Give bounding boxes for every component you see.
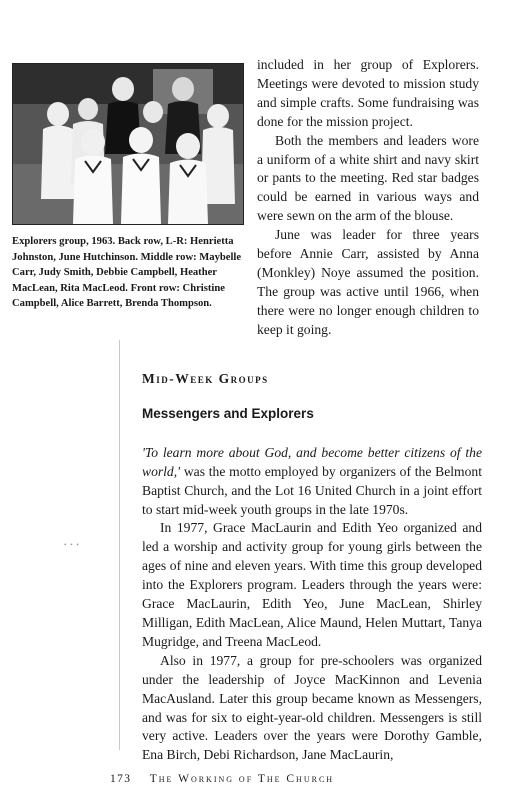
photo-caption	[12, 234, 244, 312]
margin-rule	[119, 340, 120, 750]
page-number: 173	[110, 773, 132, 785]
running-title: The Working of The Church	[149, 773, 335, 785]
page-footer	[110, 773, 334, 785]
main-paragraph-1	[142, 444, 482, 520]
right-column-text	[257, 56, 479, 340]
caption-part1: Explorers group, 1963. Back row,	[12, 236, 166, 247]
section-heading: Mid-Week Groups	[142, 371, 269, 386]
main-paragraph-1-rest: was the motto employed by organizers of the Belmont Baptist Church, and the Lot 16 United Church in a joint effort to start mid-week youth groups in the late 1970s.	[142, 463, 482, 517]
caption-part2: : Henrietta Johnston, June Hutchinson. Middle row: Maybelle Carr, Judy Smith, Debbie Campbell, Heather MacLean, Rita MacLeod. Front row: Christine Campbell, Alice Barrett, Brenda Thompson.	[12, 236, 242, 309]
main-paragraph-3: Also in 1977, a group for pre-schoolers was organized under the leadership of Joyce MacKinnon and Levenia MacAusland. Later this group became known as Messengers, and was for six to eight-year-old children. Messengers is still very active. Leaders over the years were Dorothy Gamble, Ena Birch, Debi Richardson, Jane MacLaurin,	[142, 652, 482, 763]
right-paragraph-1: included in her group of Explorers. Meetings were devoted to mission study and simple crafts. Some fundraising was done for the mission project.	[257, 57, 479, 129]
margin-dots: • • •	[64, 541, 80, 549]
group-photo-icon	[13, 64, 243, 224]
motto-quote: 'To learn more about God, and become better citizens of the world,'	[142, 444, 482, 479]
group-photo	[12, 63, 244, 225]
main-paragraph-2: In 1977, Grace MacLaurin and Edith Yeo organized and led a worship and activity group for young girls between the ages of nine and eleven years. With time this group developed into the Explorers program. Leaders through the years were: Grace MacLaurin, Edith Yeo, June MacLean, Shirley Milligan, Edith MacLean, Alice Maund, Helen Muttart, Tanya Mugridge, and Treena MacLeod.	[142, 520, 482, 649]
sub-heading: Messengers and Explorers	[142, 405, 314, 421]
right-paragraph-2: Both the members and leaders wore a uniform of a white shirt and navy skirt or pants to the meeting. Red star badges could be earned in various ways and were sewn on the arm of the blouse.	[257, 132, 479, 224]
right-paragraph-3: June was leader for three years before Annie Carr, assisted by Anna (Monkley) Noye assumed the position. The group was active until 1966, when there were no longer enough children to keep it going.	[257, 227, 479, 337]
caption-lr: L-R	[165, 236, 184, 247]
main-section	[142, 370, 482, 765]
